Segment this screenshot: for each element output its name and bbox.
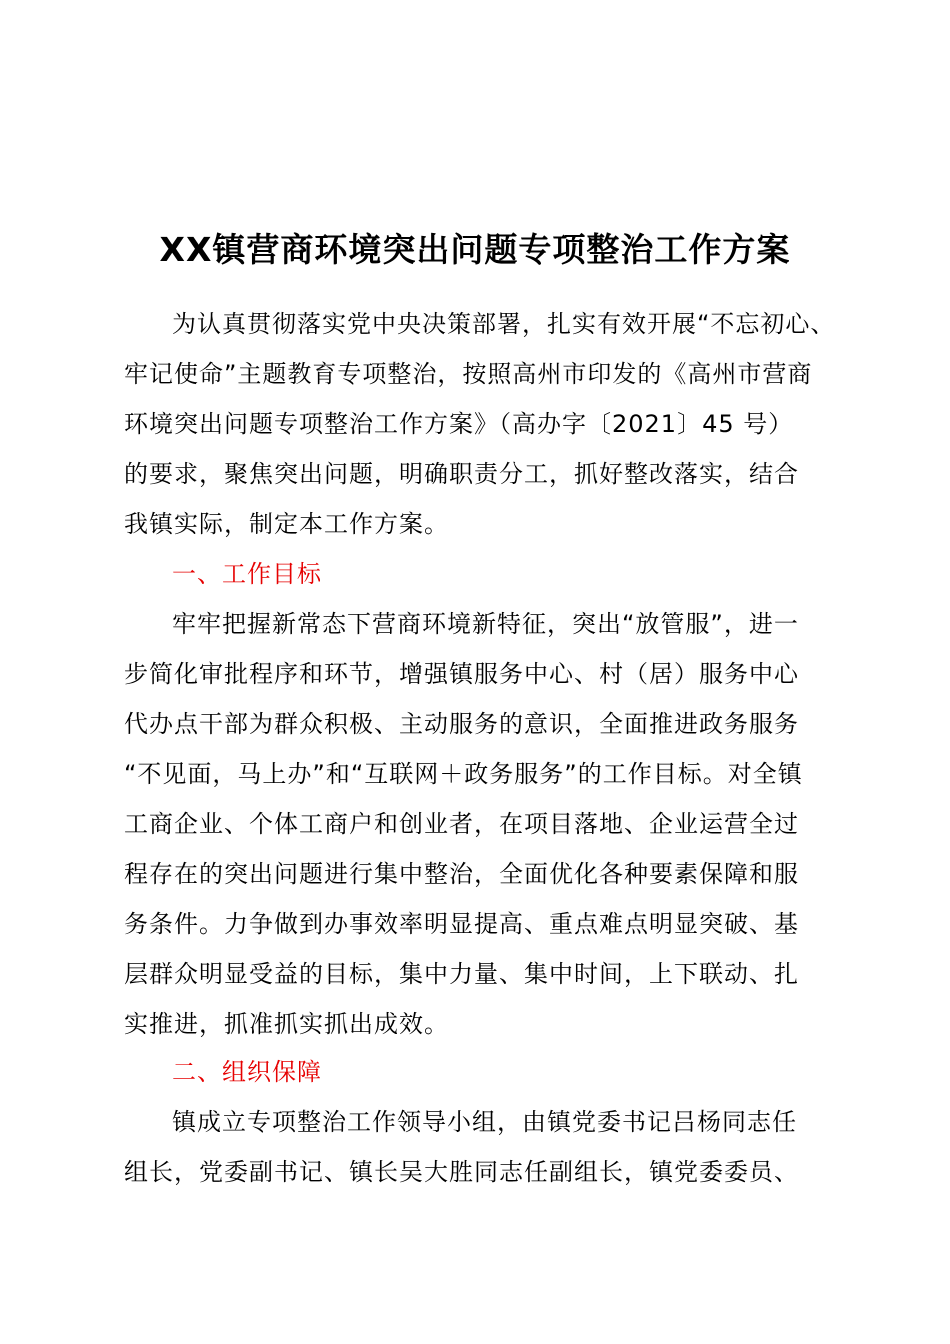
paragraph-line: 环境突出问题专项整治工作方案》（高办字〔2021〕45 号） — [124, 410, 794, 438]
paragraph-line: 程存在的突出问题进行集中整治，全面优化各种要素保障和服 — [124, 860, 799, 888]
paragraph-line: 代办点干部为群众积极、主动服务的意识，全面推进政务服务 — [124, 710, 799, 738]
paragraph-line: 牢牢把握新常态下营商环境新特征，突出“放管服”，进一 — [172, 610, 799, 638]
paragraph-line: 我镇实际，制定本工作方案。 — [124, 510, 449, 538]
paragraph-line: 步简化审批程序和环节，增强镇服务中心、村（居）服务中心 — [124, 660, 799, 688]
paragraph-line: 的要求，聚焦突出问题，明确职责分工，抓好整改落实，结合 — [124, 460, 799, 488]
paragraph-line: 层群众明显受益的目标，集中力量、集中时间，上下联动、扎 — [124, 960, 799, 988]
document-title: XX镇营商环境突出问题专项整治工作方案 — [159, 230, 791, 269]
paragraph-line: 工商企业、个体工商户和创业者，在项目落地、企业运营全过 — [124, 810, 799, 838]
paragraph-line: 实推进，抓准抓实抓出成效。 — [124, 1010, 449, 1038]
paragraph-line: 牢记使命”主题教育专项整治，按照高州市印发的《高州市营商 — [124, 360, 813, 388]
paragraph-line: 务条件。力争做到办事效率明显提高、重点难点明显突破、基 — [124, 910, 799, 938]
paragraph-line: 组长，党委副书记、镇长吴大胜同志任副组长，镇党委委员、 — [124, 1158, 799, 1186]
paragraph-line: “不见面，马上办”和“互联网＋政务服务”的工作目标。对全镇 — [124, 760, 803, 788]
paragraph-line: 镇成立专项整治工作领导小组，由镇党委书记吕杨同志任 — [172, 1108, 797, 1136]
paragraph-line: 为认真贯彻落实党中央决策部署，扎实有效开展“不忘初心、 — [172, 310, 836, 338]
section-heading-organization: 二、组织保障 — [172, 1058, 322, 1086]
section-heading-goals: 一、工作目标 — [172, 560, 322, 588]
